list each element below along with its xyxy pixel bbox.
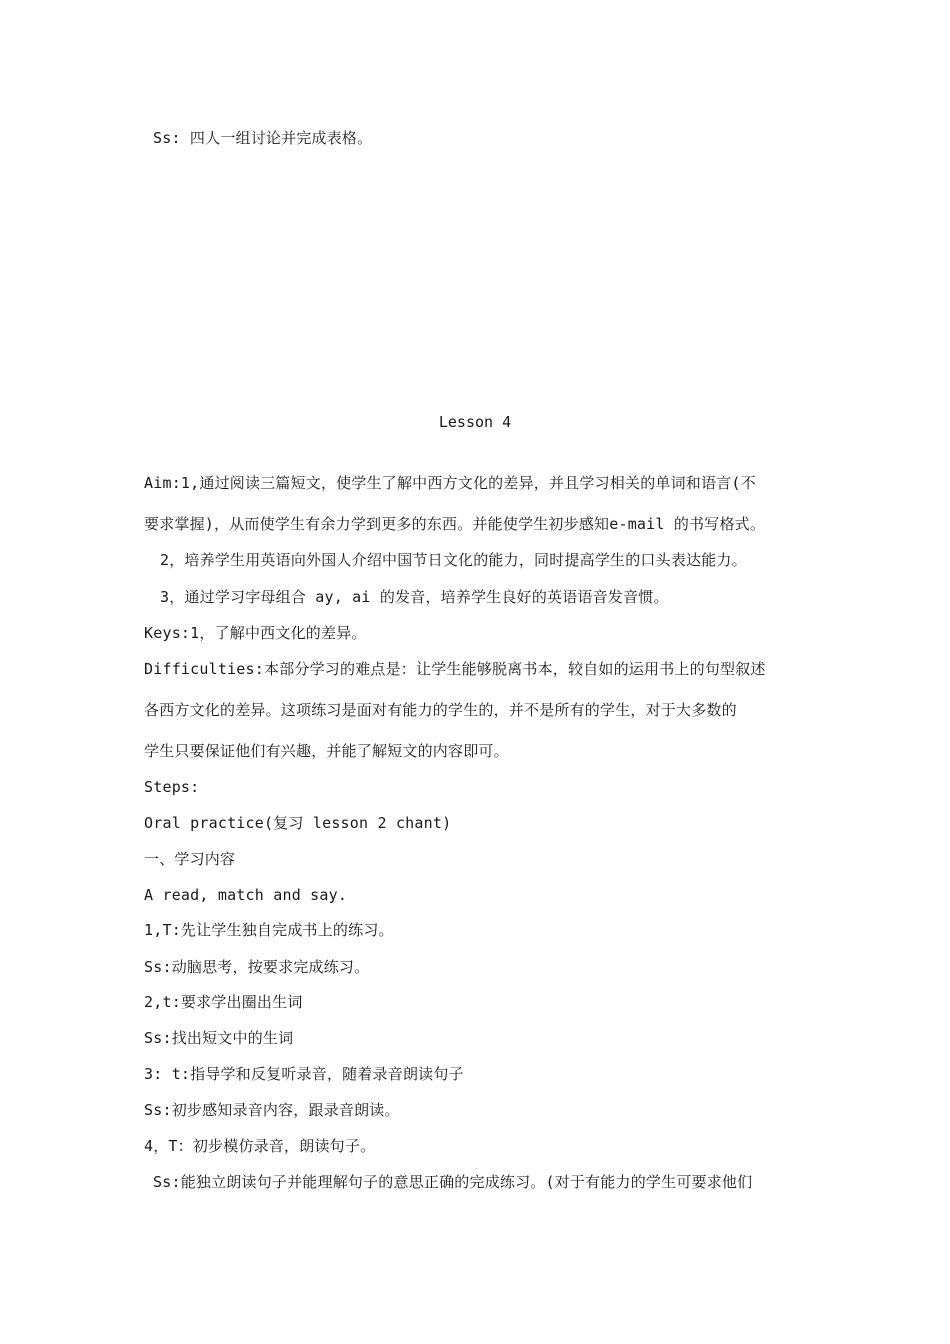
difficulties-line-b: 各西方文化的差异。这项练习是面对有能力的学生的，并不是所有的学生，对于大多数的 <box>144 701 737 719</box>
section-one-heading: 一、学习内容 <box>144 850 236 868</box>
oral-practice-line: Oral practice(复习 lesson 2 chant) <box>144 814 452 832</box>
lesson-title: Lesson 4 <box>438 413 512 431</box>
aim-line-1a: Aim:1,通过阅读三篇短文，使学生了解中西方文化的差异，并且学习相关的单词和语言(不 <box>144 474 756 492</box>
step2-students: Ss:找出短文中的生词 <box>144 1029 294 1047</box>
step1-students: Ss:动脑思考，按要求完成练习。 <box>144 958 370 976</box>
part-a-line: A read, match and say. <box>144 886 348 904</box>
step4-students: Ss:能独立朗读句子并能理解句子的意思正确的完成练习。(对于有能力的学生可要求他们 <box>153 1173 753 1191</box>
difficulties-line-a: Difficulties:本部分学习的难点是：让学生能够脱离书本，较自如的运用书上的句型叙述 <box>144 660 766 678</box>
step3-students: Ss:初步感知录音内容，跟录音朗读。 <box>144 1101 400 1119</box>
step2-teacher: 2,t:要求学出圈出生词 <box>144 993 303 1011</box>
top-line: Ss: 四人一组讨论并完成表格。 <box>153 129 373 147</box>
difficulties-line-c: 学生只要保证他们有兴趣，并能了解短文的内容即可。 <box>144 742 509 760</box>
aim-line-1b: 要求掌握)，从而使学生有余力学到更多的东西。并能使学生初步感知e-mail 的书写格式。 <box>144 515 766 533</box>
step3-teacher: 3: t:指导学和反复听录音，随着录音朗读句子 <box>144 1065 464 1083</box>
step4-teacher: 4，T：初步模仿录音，朗读句子。 <box>144 1137 376 1155</box>
keys-line: Keys:1，了解中西文化的差异。 <box>144 624 367 642</box>
aim-line-2: 2，培养学生用英语向外国人介绍中国节日文化的能力，同时提高学生的口头表达能力。 <box>160 551 747 569</box>
step1-teacher: 1,T:先让学生独自完成书上的练习。 <box>144 921 394 939</box>
aim-line-3: 3，通过学习字母组合 ay, ai 的发音，培养学生良好的英语语音发音惯。 <box>160 588 669 606</box>
steps-heading: Steps: <box>144 778 200 796</box>
